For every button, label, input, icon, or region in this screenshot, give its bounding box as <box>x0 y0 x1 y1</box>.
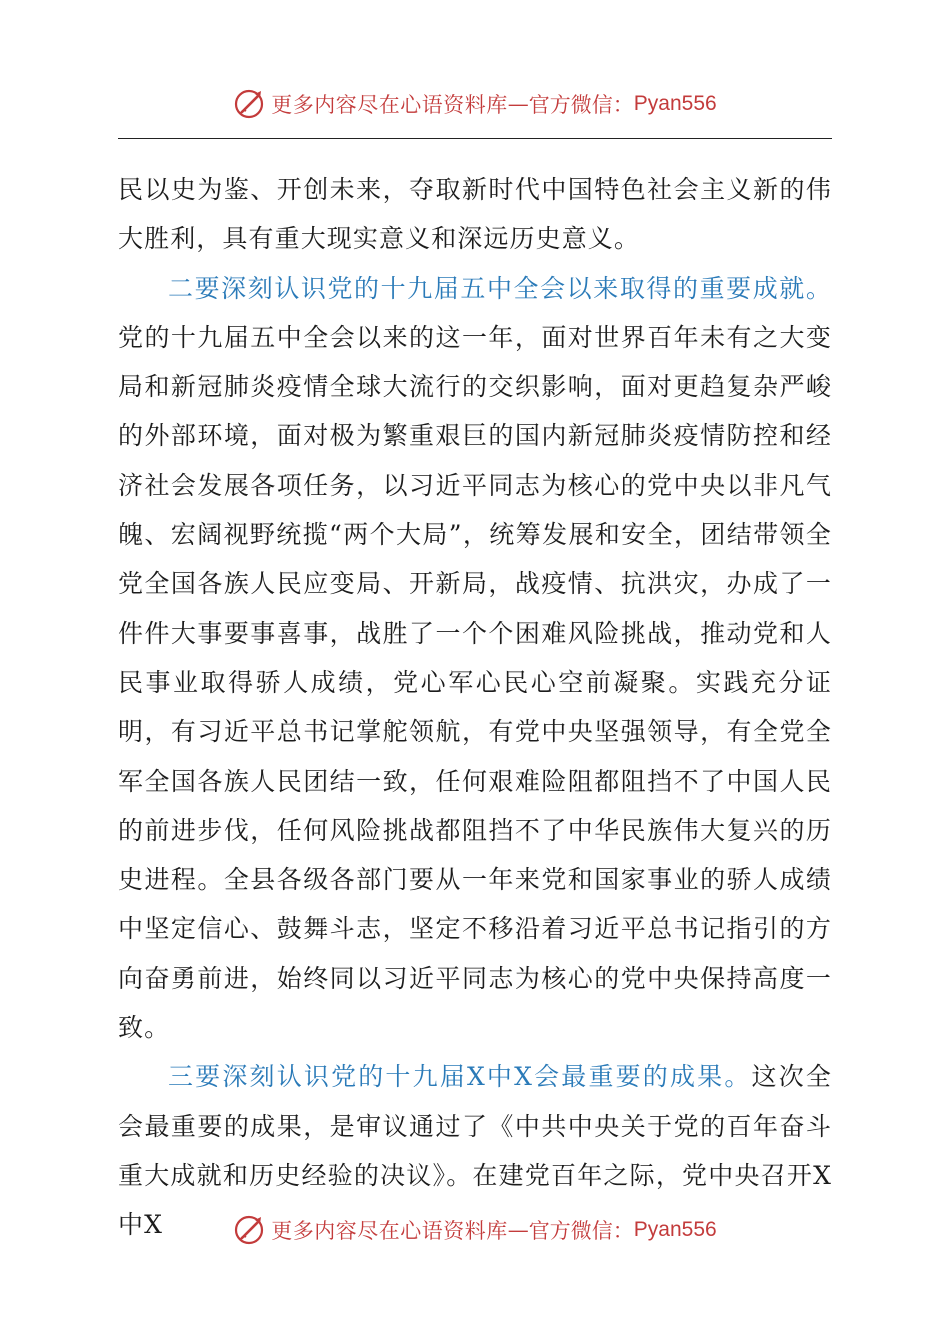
paragraph-3-heading: 三要深刻认识党的十九届X中X会最重要的成果。 <box>168 1062 752 1092</box>
banner-wechat-id: Pyan556 <box>633 1218 717 1241</box>
footer-banner <box>0 1210 950 1250</box>
header-banner <box>0 84 950 124</box>
banner-wechat-label: 官方微信： <box>528 1219 634 1243</box>
paragraph-1-text: 民以史为鉴、开创未来，夺取新时代中国特色社会主义新的伟大胜利，具有重大现实意义和深远历史意义。 <box>118 175 832 254</box>
header-rule <box>118 138 832 139</box>
paragraph-2-text: 党的十九届五中全会以来的这一年，面对世界百年未有之大变局和新冠肺炎疫情全球大流行的交织影响，面对更趋复杂严峻的外部环境，面对极为繁重艰巨的国内新冠肺炎疫情防控和经济社会发展各项任务，以习近平同志为核心的党中央以非凡气魄、宏阔视野统揽“两个大局”，统筹发展和安全，团结带领全党全国各族人民应变局、开新局，战疫情、抗洪灾，办成了一件件大事要事喜事，战胜了一个个困难风险挑战，推动党和人民事业取得骄人成绩，党心军心民心空前凝聚。实践充分证明，有习近平总书记掌舵领航，有党中央坚强领导，有全党全军全国各族人民团结一致，任何艰难险阻都阻挡不了中国人民的前进步伐，任何风险挑战都阻挡不了中华民族伟大复兴的历史进程。全县各级各部门要从一年来党和国家事业的骄人成绩中坚定信心、鼓舞斗志，坚定不移沿着习近平总书记指引的方向奋勇前进，始终同以习近平同志为核心的党中央保持高度一致。 <box>118 322 832 1043</box>
paragraph-2-heading: 二要深刻认识党的十九届五中全会以来取得的重要成就。 <box>168 273 832 303</box>
paragraph-1 <box>118 165 832 264</box>
banner-separator: — <box>507 1218 529 1242</box>
banner-text: 更多内容尽在心语资料库 <box>271 93 508 117</box>
paragraph-2 <box>118 264 832 1053</box>
pen-logo-icon <box>233 1213 267 1247</box>
banner-wechat-label: 官方微信： <box>528 93 634 117</box>
paragraph-3-text: 这次全会最重要的成果，是审议通过了《中共中央关于党的百年奋斗重大成就和历史经验的决议》。在建党百年之际，党中央召开X中X <box>118 1062 832 1240</box>
banner-wechat-id: Pyan556 <box>633 92 717 115</box>
pen-logo-icon <box>233 87 267 121</box>
banner-separator: — <box>507 92 529 116</box>
banner-text: 更多内容尽在心语资料库 <box>271 1219 508 1243</box>
document-body <box>118 165 832 1250</box>
